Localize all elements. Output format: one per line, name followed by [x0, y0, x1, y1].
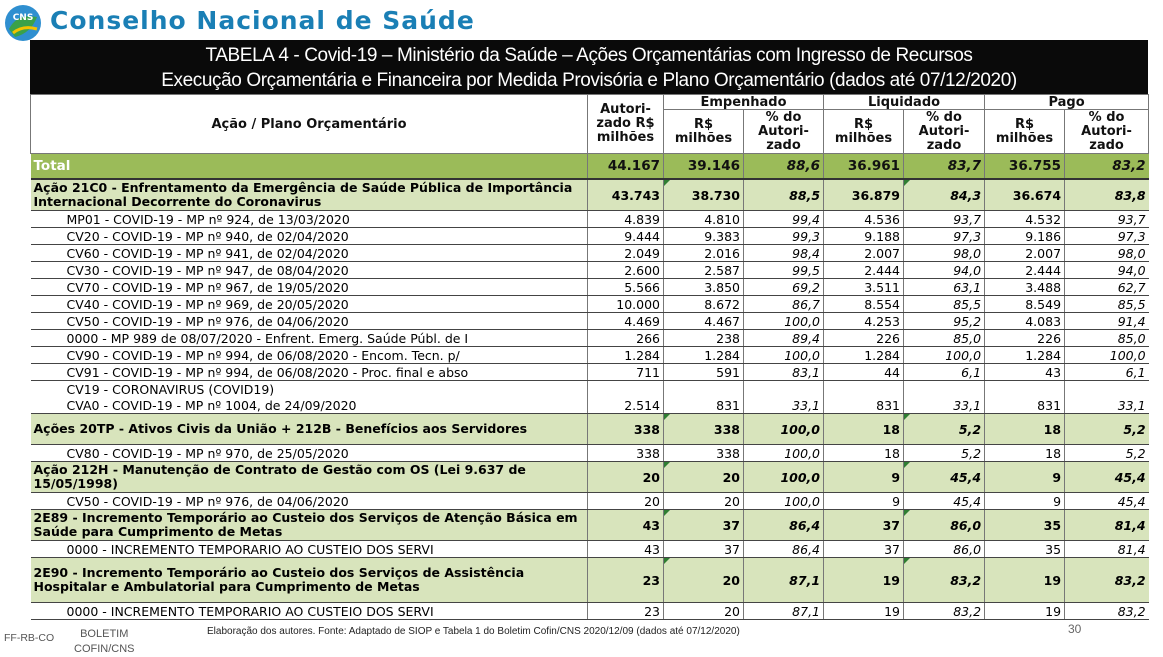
header-acao: Ação / Plano Orçamentário	[31, 95, 588, 154]
cell-liq-p	[904, 381, 985, 398]
cell-liq: 3.511	[824, 279, 904, 296]
cell-emp-p: 86,4	[744, 510, 824, 541]
header-emp-pct: % do Autori-zado	[744, 110, 824, 154]
cell-pag-p: 85,5	[1065, 296, 1149, 313]
cell-emp: 37	[664, 541, 744, 558]
cell-pag: 43	[985, 364, 1065, 381]
table-title-line2: Execução Orçamentária e Financeira por Medida Provisória e Plano Orçamentário (dados até 07/12/2020)	[161, 70, 1017, 91]
cell-pag: 1.284	[985, 347, 1065, 364]
cell-emp-p: 83,1	[744, 364, 824, 381]
row-label: CV19 - CORONAVIRUS (COVID19)	[66, 381, 275, 397]
cell-aut: 9.444	[588, 228, 664, 245]
table-row	[31, 493, 1149, 510]
cell-liq: 9.188	[824, 228, 904, 245]
table-row	[31, 296, 1149, 313]
table-row	[31, 364, 1149, 381]
footer-boletim-line1: BOLETIM	[80, 628, 129, 640]
cell-pag-p: 91,4	[1065, 313, 1149, 330]
header-pago: Pago	[985, 95, 1149, 110]
cell-emp-p: 86,4	[744, 541, 824, 558]
cell-emp: 4.467	[664, 313, 744, 330]
cell-emp-p: 100,0	[744, 414, 824, 445]
cell-pag: 36.755	[985, 154, 1065, 180]
cell-pag: 8.549	[985, 296, 1065, 313]
cell-aut: 43	[588, 541, 664, 558]
cell-emp: 831	[664, 397, 744, 414]
table-row	[31, 347, 1149, 364]
cell-emp: 2.587	[664, 262, 744, 279]
row-label: 0000 - INCREMENTO TEMPORARIO AO CUSTEIO DOS SERVI	[31, 541, 588, 558]
cell-emp-p: 99,3	[744, 228, 824, 245]
cell-liq-p: 5,2	[904, 445, 985, 462]
cell-pag-p: 5,2	[1065, 445, 1149, 462]
cell-liq: 4.536	[824, 211, 904, 228]
cell-emp: 20	[664, 558, 744, 603]
header-liq-pct: % do Autori-zado	[904, 110, 985, 154]
cell-liq: 37	[824, 510, 904, 541]
cell-liq: 2.007	[824, 245, 904, 262]
cell-pag: 2.444	[985, 262, 1065, 279]
row-label: CVA0 - COVID-19 - MP nº 1004, de 24/09/2020	[31, 397, 588, 414]
cell-emp: 338	[664, 445, 744, 462]
cell-emp: 37	[664, 510, 744, 541]
cns-logo-icon	[3, 3, 43, 43]
cell-liq-p: 86,0	[904, 510, 985, 541]
table-row	[31, 262, 1149, 279]
cell-aut: 711	[588, 364, 664, 381]
cell-pag: 2.007	[985, 245, 1065, 262]
cell-aut: 2.600	[588, 262, 664, 279]
cell-emp-p: 87,1	[744, 603, 824, 620]
cell-liq-p: 100,0	[904, 347, 985, 364]
group-row	[31, 558, 1149, 603]
cell-aut: 20	[588, 462, 664, 493]
group-row	[31, 510, 1149, 541]
cell-emp: 2.016	[664, 245, 744, 262]
cell-pag-p: 98,0	[1065, 245, 1149, 262]
row-label: MP01 - COVID-19 - MP nº 924, de 13/03/2020	[31, 211, 588, 228]
row-label: CV50 - COVID-19 - MP nº 976, de 04/06/2020	[31, 493, 588, 510]
cell-liq-p: 63,1	[904, 279, 985, 296]
cell-liq: 831	[824, 397, 904, 414]
cell-pag: 4.083	[985, 313, 1065, 330]
cell-aut: 23	[588, 603, 664, 620]
cell-liq: 2.444	[824, 262, 904, 279]
cell-liq: 4.253	[824, 313, 904, 330]
cell-pag: 35	[985, 541, 1065, 558]
slide-header	[0, 0, 1163, 38]
table-row	[31, 279, 1149, 296]
cell-liq-p: 86,0	[904, 541, 985, 558]
cell-pag-p: 100,0	[1065, 347, 1149, 364]
cell-pag: 3.488	[985, 279, 1065, 296]
cell-aut: 2.514	[588, 397, 664, 414]
header-row-1	[31, 95, 1149, 110]
cell-emp-p: 99,5	[744, 262, 824, 279]
cell-aut: 23	[588, 558, 664, 603]
cell-pag-p: 94,0	[1065, 262, 1149, 279]
row-label: 2E89 - Incremento Temporário ao Custeio dos Serviços de Atenção Básica em Saúde para Cumprimento de Metas	[31, 510, 588, 541]
cell-liq: 18	[824, 414, 904, 445]
cell-liq-p: 94,0	[904, 262, 985, 279]
cell-liq-p: 85,0	[904, 330, 985, 347]
cell-pag: 226	[985, 330, 1065, 347]
cell-liq-p: 97,3	[904, 228, 985, 245]
cell-emp: 8.672	[664, 296, 744, 313]
cell-emp-p: 33,1	[744, 397, 824, 414]
cell-emp-p: 89,4	[744, 330, 824, 347]
cell-liq-p: 95,2	[904, 313, 985, 330]
row-label: 2E90 - Incremento Temporário ao Custeio dos Serviços de Assistência Hospitalar e Ambulatorial para Cumprimento de Metas	[31, 558, 588, 603]
cell-emp-p: 100,0	[744, 462, 824, 493]
cell-liq-p: 83,7	[904, 154, 985, 180]
cell-liq-p: 84,3	[904, 179, 985, 211]
header-pag-rs: R$ milhões	[985, 110, 1065, 154]
cell-pag-p: 45,4	[1065, 462, 1149, 493]
cell-pag-p: 83,2	[1065, 603, 1149, 620]
cell-emp: 20	[664, 493, 744, 510]
cell-emp-p: 98,4	[744, 245, 824, 262]
cell-emp: 238	[664, 330, 744, 347]
row-label: Ação 212H - Manutenção de Contrato de Gestão com OS (Lei 9.637 de 15/05/1998)	[31, 462, 588, 493]
org-title: Conselho Nacional de Saúde	[50, 6, 475, 35]
cell-emp-p: 87,1	[744, 558, 824, 603]
cell-pag: 19	[985, 603, 1065, 620]
cell-pag-p: 6,1	[1065, 364, 1149, 381]
cell-pag: 19	[985, 558, 1065, 603]
budget-table	[30, 94, 1149, 620]
cell-pag	[985, 381, 1065, 398]
cell-pag: 36.674	[985, 179, 1065, 211]
table-row	[31, 381, 1149, 398]
group-row	[31, 179, 1149, 211]
cell-liq-p: 98,0	[904, 245, 985, 262]
cell-emp: 338	[664, 414, 744, 445]
cell-pag-p: 62,7	[1065, 279, 1149, 296]
cell-aut: 43.743	[588, 179, 664, 211]
cell-liq: 1.284	[824, 347, 904, 364]
cell-pag: 9	[985, 493, 1065, 510]
group-row	[31, 462, 1149, 493]
row-label: CV20 - COVID-19 - MP nº 940, de 02/04/2020	[31, 228, 588, 245]
row-label: CV91 - COVID-19 - MP nº 994, de 06/08/2020 - Proc. final e abso	[31, 364, 588, 381]
cell-emp: 1.284	[664, 347, 744, 364]
cell-liq-p: 33,1	[904, 397, 985, 414]
header-empenhado: Empenhado	[664, 95, 824, 110]
table-row	[31, 330, 1149, 347]
row-label: Ação 21C0 - Enfrentamento da Emergência de Saúde Pública de Importância Internacional Decorrente do Coronavirus	[31, 179, 588, 211]
header-autorizado: Autori-zado R$ milhões	[588, 95, 664, 154]
header-liq-rs: R$ milhões	[824, 110, 904, 154]
cell-liq: 226	[824, 330, 904, 347]
cell-liq: 36.879	[824, 179, 904, 211]
table-row	[31, 397, 1149, 414]
cell-liq: 9	[824, 462, 904, 493]
cell-pag-p: 81,4	[1065, 541, 1149, 558]
cell-emp: 4.810	[664, 211, 744, 228]
cell-emp: 3.850	[664, 279, 744, 296]
cell-pag: 9	[985, 462, 1065, 493]
cell-aut: 338	[588, 414, 664, 445]
cell-pag: 9.186	[985, 228, 1065, 245]
cell-aut: 4.469	[588, 313, 664, 330]
cell-liq-p: 85,5	[904, 296, 985, 313]
cell-liq-p: 45,4	[904, 493, 985, 510]
cell-emp-p: 99,4	[744, 211, 824, 228]
cell-liq-p: 6,1	[904, 364, 985, 381]
table-row	[31, 228, 1149, 245]
cell-emp-p: 88,5	[744, 179, 824, 211]
cell-pag-p: 5,2	[1065, 414, 1149, 445]
cell-aut: 266	[588, 330, 664, 347]
cell-emp: 38.730	[664, 179, 744, 211]
cell-emp-p: 88,6	[744, 154, 824, 180]
footer-boletim	[74, 627, 135, 657]
cell-pag: 831	[985, 397, 1065, 414]
footer-code: FF-RB-CO	[4, 632, 55, 644]
cell-liq: 37	[824, 541, 904, 558]
page-number: 30	[1068, 622, 1082, 636]
cell-pag: 18	[985, 414, 1065, 445]
cell-aut: 2.049	[588, 245, 664, 262]
footer-boletim-line2: COFIN/CNS	[74, 643, 135, 655]
cell-emp-p: 100,0	[744, 347, 824, 364]
cell-pag-p: 81,4	[1065, 510, 1149, 541]
cell-liq: 44	[824, 364, 904, 381]
row-label: CV50 - COVID-19 - MP nº 976, de 04/06/2020	[31, 313, 588, 330]
header-liquidado: Liquidado	[824, 95, 985, 110]
cell-pag-p: 83,2	[1065, 558, 1149, 603]
cell-pag-p: 93,7	[1065, 211, 1149, 228]
cell-emp	[664, 381, 744, 398]
cell-aut: 43	[588, 510, 664, 541]
group-row	[31, 414, 1149, 445]
logo-text: CNS	[12, 13, 34, 23]
cell-aut: 338	[588, 445, 664, 462]
row-label: 0000 - INCREMENTO TEMPORARIO AO CUSTEIO DOS SERVI	[31, 603, 588, 620]
cell-pag-p: 85,0	[1065, 330, 1149, 347]
cell-emp-p: 100,0	[744, 445, 824, 462]
cell-emp: 20	[664, 603, 744, 620]
cell-liq: 9	[824, 493, 904, 510]
cell-liq-p: 83,2	[904, 558, 985, 603]
cell-emp-p: 100,0	[744, 493, 824, 510]
cell-emp: 20	[664, 462, 744, 493]
header-emp-rs: R$ milhões	[664, 110, 744, 154]
row-label: CV70 - COVID-19 - MP nº 967, de 19/05/2020	[31, 279, 588, 296]
cell-emp: 39.146	[664, 154, 744, 180]
table-row	[31, 603, 1149, 620]
cell-pag-p: 83,8	[1065, 179, 1149, 211]
cell-liq	[824, 381, 904, 398]
cell-aut: 10.000	[588, 296, 664, 313]
row-label: CV60 - COVID-19 - MP nº 941, de 02/04/2020	[31, 245, 588, 262]
cell-liq: 36.961	[824, 154, 904, 180]
cell-pag-p: 97,3	[1065, 228, 1149, 245]
table-row	[31, 245, 1149, 262]
row-label: CV30 - COVID-19 - MP nº 947, de 08/04/2020	[31, 262, 588, 279]
cell-pag: 18	[985, 445, 1065, 462]
cell-emp-p: 69,2	[744, 279, 824, 296]
cell-aut: 4.839	[588, 211, 664, 228]
cell-liq: 19	[824, 603, 904, 620]
cell-aut: 1.284	[588, 347, 664, 364]
cell-pag-p: 45,4	[1065, 493, 1149, 510]
cell-liq: 8.554	[824, 296, 904, 313]
cell-liq-p: 83,2	[904, 603, 985, 620]
cell-liq-p: 45,4	[904, 462, 985, 493]
cell-pag-p: 33,1	[1065, 397, 1149, 414]
cell-emp-p: 100,0	[744, 313, 824, 330]
table-row	[31, 541, 1149, 558]
cell-pag-p: 83,2	[1065, 154, 1149, 180]
cell-liq: 19	[824, 558, 904, 603]
cell-emp-p: 86,7	[744, 296, 824, 313]
table-title-line1: TABELA 4 - Covid-19 – Ministério da Saúde – Ações Orçamentárias com Ingresso de Recursos	[205, 45, 973, 66]
table-row	[31, 211, 1149, 228]
table-row	[31, 313, 1149, 330]
cell-pag: 4.532	[985, 211, 1065, 228]
cell-aut: 44.167	[588, 154, 664, 180]
cell-aut: 5.566	[588, 279, 664, 296]
cell-liq-p: 5,2	[904, 414, 985, 445]
cell-aut	[588, 381, 664, 398]
row-label: CV40 - COVID-19 - MP nº 969, de 20/05/2020	[31, 296, 588, 313]
table-row	[31, 445, 1149, 462]
cell-emp: 591	[664, 364, 744, 381]
cell-emp: 9.383	[664, 228, 744, 245]
table-title-band	[30, 40, 1148, 94]
row-label: Total	[31, 154, 588, 180]
row-label: CV90 - COVID-19 - MP nº 994, de 06/08/2020 - Encom. Tecn. p/	[31, 347, 588, 364]
row-label: Ações 20TP - Ativos Civis da União + 212B - Benefícios aos Servidores	[31, 414, 588, 445]
cell-emp-p	[744, 381, 824, 398]
header-pag-pct: % do Autori-zado	[1065, 110, 1149, 154]
cell-liq-p: 93,7	[904, 211, 985, 228]
cell-pag: 35	[985, 510, 1065, 541]
cell-liq: 18	[824, 445, 904, 462]
row-label: CV80 - COVID-19 - MP nº 970, de 25/05/2020	[31, 445, 588, 462]
total-row	[31, 154, 1149, 180]
cell-aut: 20	[588, 493, 664, 510]
footer-source: Elaboração dos autores. Fonte: Adaptado de SIOP e Tabela 1 do Boletim Cofin/CNS 2020/12/09 (dados até 07/12/2020)	[207, 626, 740, 637]
cell-pag-p	[1065, 381, 1149, 398]
row-label: 0000 - MP 989 de 08/07/2020 - Enfrent. Emerg. Saúde Públ. de I	[31, 330, 588, 347]
